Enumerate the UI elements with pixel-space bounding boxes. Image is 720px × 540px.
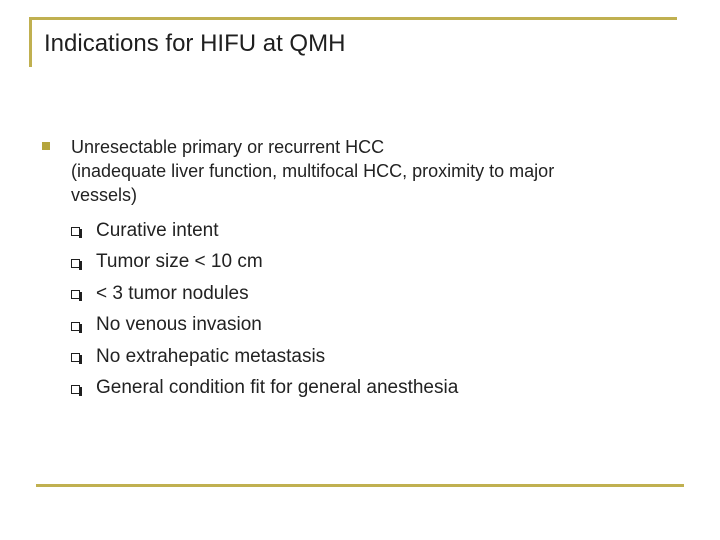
- title-rule-top: [29, 17, 677, 20]
- checkbox-bullet-icon: [71, 227, 80, 236]
- sub-bullet-text: General condition fit for general anesthesia: [96, 377, 459, 399]
- sub-bullet-item: [71, 310, 458, 342]
- main-bullet-text: [71, 135, 671, 207]
- sub-bullet-item: [71, 341, 458, 373]
- sub-bullet-item: [71, 215, 458, 247]
- sub-bullet-text: < 3 tumor nodules: [96, 282, 249, 304]
- main-bullet-line-1: Unresectable primary or recurrent HCC: [71, 137, 385, 157]
- square-bullet-icon: [42, 142, 50, 150]
- sub-bullet-text: Tumor size < 10 cm: [96, 251, 263, 273]
- checkbox-bullet-icon: [71, 353, 80, 362]
- sub-bullet-text: No extrahepatic metastasis: [96, 345, 326, 367]
- checkbox-bullet-icon: [71, 290, 80, 299]
- sub-bullet-item: [71, 278, 458, 310]
- footer-rule: [36, 484, 684, 487]
- main-bullet-line-3: vessels): [71, 185, 138, 205]
- sub-bullet-item: [71, 373, 458, 405]
- sub-bullet-text: No venous invasion: [96, 314, 262, 336]
- main-bullet-line-2: (inadequate liver function, multifocal HCC, proximity to major: [71, 161, 555, 181]
- title-rule-left: [29, 17, 32, 67]
- sub-bullet-list: [71, 215, 458, 404]
- checkbox-bullet-icon: [71, 259, 80, 268]
- sub-bullet-text: Curative intent: [96, 219, 219, 241]
- sub-bullet-item: [71, 247, 458, 279]
- checkbox-bullet-icon: [71, 322, 80, 331]
- slide-title: Indications for HIFU at QMH: [44, 30, 346, 57]
- checkbox-bullet-icon: [71, 385, 80, 394]
